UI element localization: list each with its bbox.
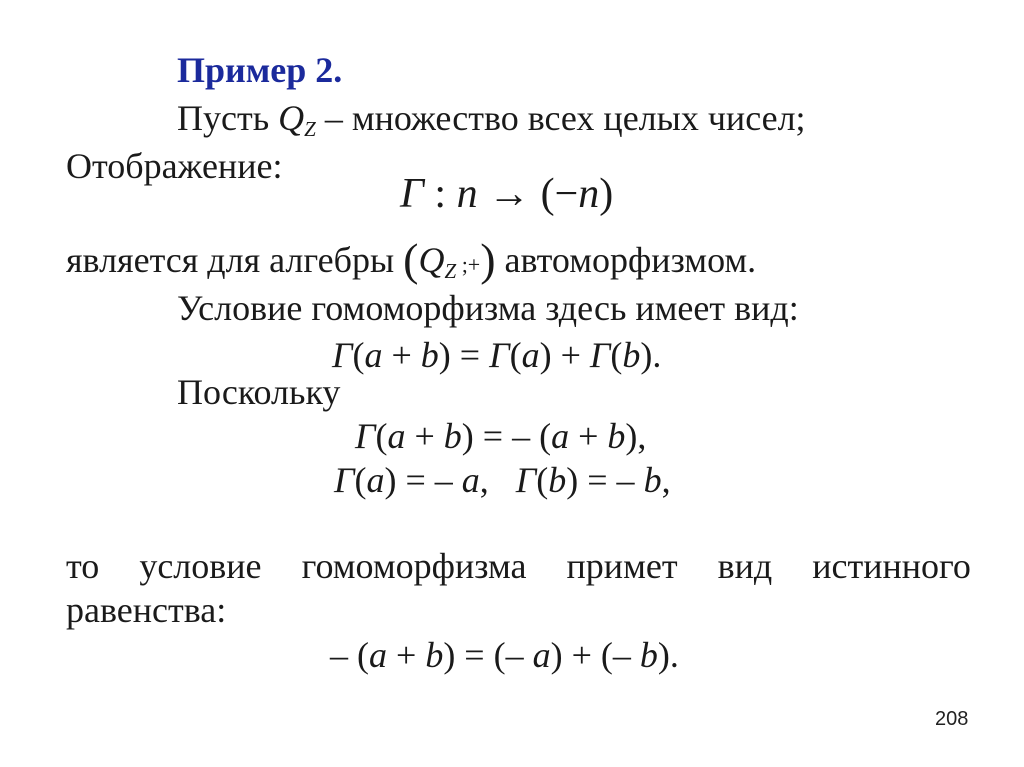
var-a: a (551, 416, 570, 456)
equation-result (330, 635, 679, 675)
line-equality: равенства: (66, 590, 227, 630)
var-a: a (366, 460, 385, 500)
gamma-symbol: Γ (334, 460, 355, 500)
var-a: a (521, 335, 540, 375)
text: ), (625, 416, 647, 456)
text: ). (657, 635, 679, 675)
text: – множество всех целых чисел; (315, 98, 806, 138)
text: ( (352, 335, 365, 375)
text: Пусть (177, 98, 279, 138)
var-b: b (607, 416, 626, 456)
set-subscript: Z (304, 117, 316, 141)
text: + (569, 416, 608, 456)
text: ( (536, 460, 549, 500)
gamma-symbol: Γ (589, 335, 611, 375)
var-a: a (461, 460, 480, 500)
gamma-symbol: Γ (332, 335, 353, 375)
var-b: b (443, 416, 462, 456)
text: ( (354, 460, 367, 500)
line-homomorphism-condition: Условие гомоморфизма здесь имеет вид: (177, 288, 799, 328)
text: ) + (– (550, 635, 640, 675)
word: вид (717, 546, 773, 586)
paren: ( (403, 234, 419, 285)
paren: ) (480, 234, 496, 285)
line-conclusion (66, 546, 971, 586)
line-since: Поскольку (177, 372, 341, 412)
text: автоморфизмом. (495, 240, 757, 280)
var-a: a (387, 416, 406, 456)
text: , (661, 460, 671, 500)
mapping-formula (400, 172, 613, 216)
paren: ) (599, 171, 614, 217)
text: – ( (330, 635, 369, 675)
operation: ;+ (456, 252, 481, 277)
var-n: n (456, 171, 478, 217)
var-b: b (420, 335, 439, 375)
line-set-definition (177, 98, 806, 149)
equation-homomorphism (332, 335, 661, 375)
text: ) + (539, 335, 590, 375)
gamma-symbol: Γ (515, 460, 537, 500)
text: ( (509, 335, 522, 375)
var-b: b (639, 635, 658, 675)
var-n: n (578, 171, 600, 217)
text: ) = – (384, 460, 462, 500)
word: истинного (812, 546, 971, 586)
text: + (405, 416, 444, 456)
set-symbol: Q (278, 98, 305, 138)
var-a: a (532, 635, 551, 675)
line-automorphism (66, 234, 757, 291)
var-a: a (364, 335, 383, 375)
gamma-symbol: Γ (355, 416, 376, 456)
word: гомоморфизма (301, 546, 527, 586)
word: условие (139, 546, 262, 586)
example-title: Пример 2. (177, 50, 343, 90)
text: является для алгебры (66, 240, 404, 280)
word: примет (566, 546, 678, 586)
text: ) = – ( (461, 416, 552, 456)
word: то (66, 546, 100, 586)
gamma-symbol: Γ (489, 335, 510, 375)
text: + (382, 335, 421, 375)
set-subscript: Z (444, 259, 457, 283)
equation-components (334, 460, 671, 500)
text: ) = (438, 335, 490, 375)
var-b: b (622, 335, 641, 375)
page-number: 208 (935, 708, 969, 730)
var-a: a (369, 635, 387, 675)
var-b: b (643, 460, 662, 500)
text: ). (640, 335, 662, 375)
text: ( (375, 416, 388, 456)
equation-sum (355, 416, 646, 456)
text: ) = (– (443, 635, 533, 675)
paren: (− (540, 171, 579, 217)
gamma-symbol: Γ (400, 171, 424, 217)
set-symbol: Q (418, 240, 445, 280)
text: + (387, 635, 426, 675)
var-b: b (548, 460, 567, 500)
line-mapping-label: Отображение: (66, 146, 283, 186)
arrow-icon: → (477, 171, 541, 217)
text: ) = – (566, 460, 644, 500)
text: ( (610, 335, 623, 375)
colon: : (423, 171, 457, 217)
text: , (479, 460, 516, 500)
var-b: b (425, 635, 444, 675)
